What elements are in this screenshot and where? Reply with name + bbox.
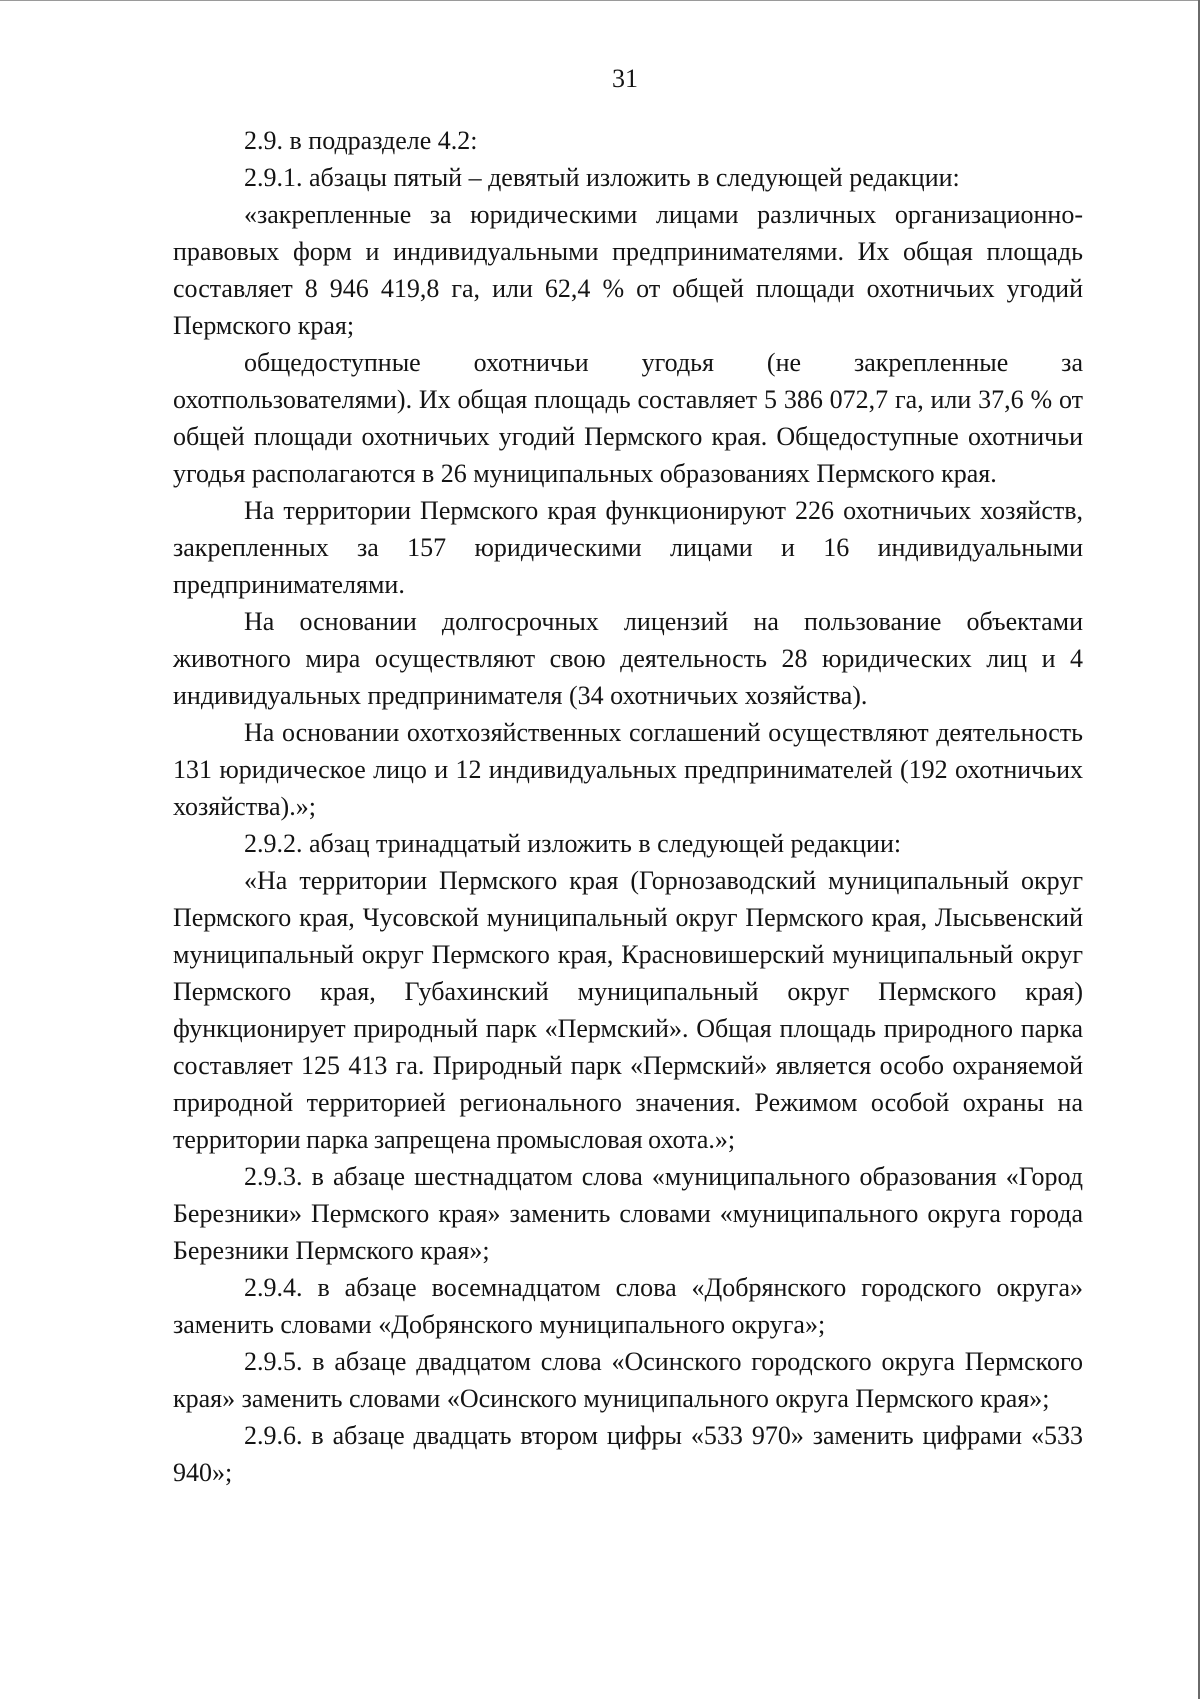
paragraph-hunting-farms: На территории Пермского края функционируют 226 охотничьих хозяйств, закрепленных за 157 юридическими лицами и 16 индивидуальными предпринимателями. bbox=[173, 496, 1083, 599]
paragraph-natural-park: «На территории Пермского края (Горнозаводский муниципальный округ Пермского края, Чусовской муниципальный округ Пермского края, Лысьвенский муниципальный округ Пермского края, Красновишерский муниципальный округ Пермского края, Губахинский муниципальный округ Пермского края) функционирует природный парк «Пермский». Общая площадь природного парка составляет 125 413 га. Природный парк «Пермский» является особо охраняемой природной территорией регионального значения. Режимом особой охраны на территории парка запрещена промысловая охота.»; bbox=[173, 866, 1083, 1154]
paragraph-2-9: 2.9. в подразделе 4.2: bbox=[244, 126, 478, 155]
paragraph-2-9-2: 2.9.2. абзац тринадцатый изложить в следующей редакции: bbox=[244, 829, 902, 858]
document-body bbox=[173, 122, 1083, 1491]
paragraph-long-term-licenses: На основании долгосрочных лицензий на пользование объектами животного мира осуществляют свою деятельность 28 юридических лиц и 4 индивидуальных предпринимателя (34 охотничьих хозяйства). bbox=[173, 607, 1083, 710]
paragraph-2-9-4: 2.9.4. в абзаце восемнадцатом слова «Добрянского городского округа» заменить словами «Добрянского муниципального округа»; bbox=[173, 1273, 1083, 1339]
paragraph-public-lands: общедоступные охотничьи угодья (не закрепленные за охотпользователями). Их общая площадь составляет 5 386 072,7 га, или 37,6 % от общей площади охотничьих угодий Пермского края. Общедоступные охотничьи угодья располагаются в 26 муниципальных образованиях Пермского края. bbox=[173, 348, 1083, 488]
paragraph-2-9-6: 2.9.6. в абзаце двадцать втором цифры «533 970» заменить цифрами «533 940»; bbox=[173, 1421, 1083, 1487]
paragraph-2-9-5: 2.9.5. в абзаце двадцатом слова «Осинского городского округа Пермского края» заменить словами «Осинского муниципального округа Пермского края»; bbox=[173, 1347, 1083, 1413]
scan-top-edge bbox=[0, 0, 1200, 1]
paragraph-2-9-3: 2.9.3. в абзаце шестнадцатом слова «муниципального образования «Город Березники» Пермского края» заменить словами «муниципального округа города Березники Пермского края»; bbox=[173, 1162, 1083, 1265]
paragraph-assigned-lands: «закрепленные за юридическими лицами различных организационно-правовых форм и индивидуальными предпринимателями. Их общая площадь составляет 8 946 419,8 га, или 62,4 % от общей площади охотничьих угодий Пермского края; bbox=[173, 200, 1083, 340]
page-number: 31 bbox=[612, 64, 638, 93]
paragraph-hunting-agreements: На основании охотхозяйственных соглашений осуществляют деятельность 131 юридическое лицо и 12 индивидуальных предпринимателей (192 охотничьих хозяйства).»; bbox=[173, 718, 1083, 821]
paragraph-2-9-1: 2.9.1. абзацы пятый – девятый изложить в следующей редакции: bbox=[244, 163, 960, 192]
